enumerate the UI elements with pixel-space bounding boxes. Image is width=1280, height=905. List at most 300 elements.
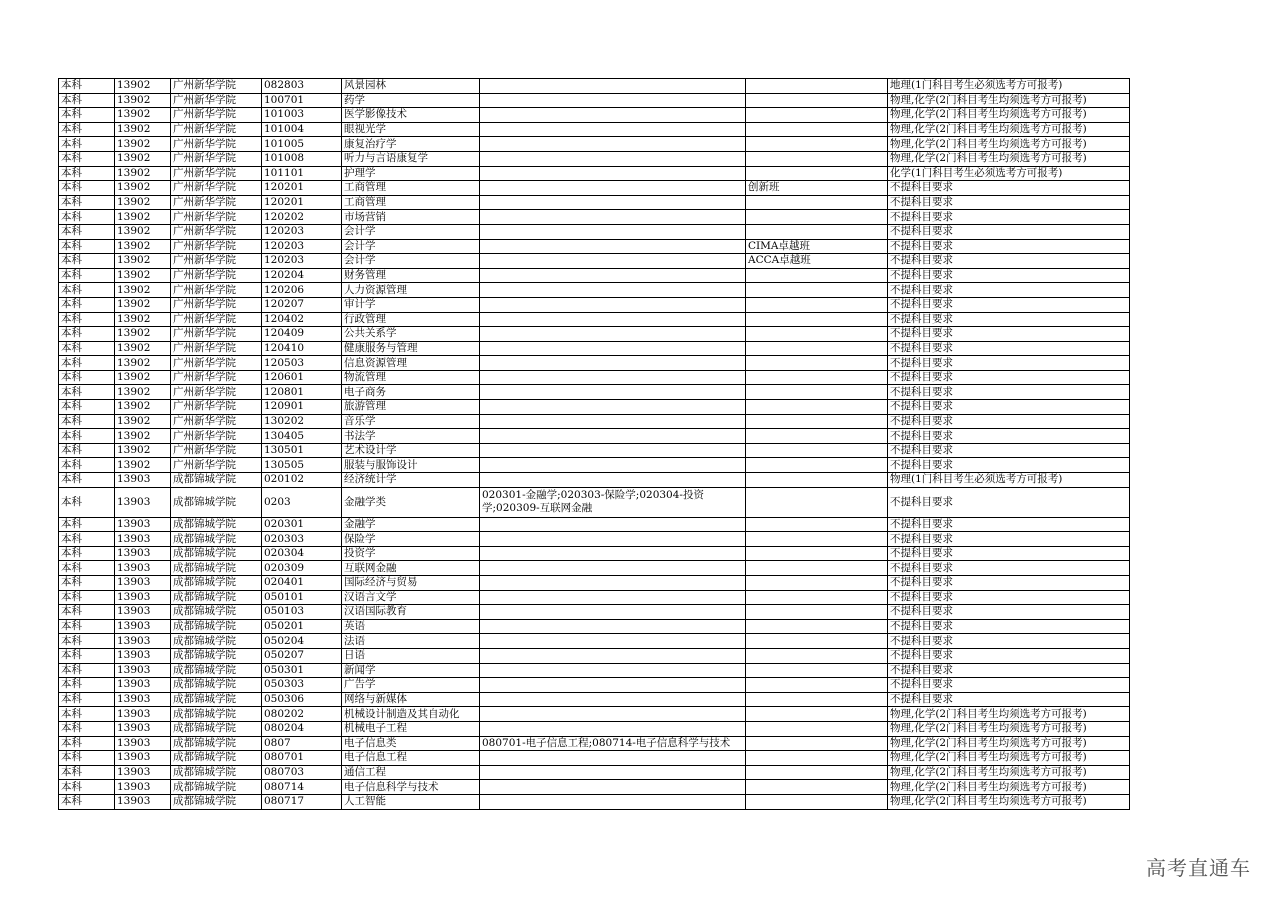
cell-subject-requirement: 不提科目要求 (888, 546, 1130, 561)
cell-school-name: 广州新华学院 (171, 297, 262, 312)
cell-school-name: 广州新华学院 (171, 224, 262, 239)
table-row (59, 341, 1130, 356)
cell-major-code: 050204 (262, 634, 342, 649)
cell-major-code: 080701 (262, 751, 342, 766)
cell-school-name: 成都锦城学院 (171, 590, 262, 605)
table-row (59, 327, 1130, 342)
cell-subject-requirement: 不提科目要求 (888, 414, 1130, 429)
table-row (59, 356, 1130, 371)
cell-subject-requirement: 物理,化学(2门科目考生均须选考方可报考) (888, 721, 1130, 736)
cell-school-code: 13903 (115, 780, 171, 795)
table-row (59, 443, 1130, 458)
cell-school-name: 成都锦城学院 (171, 634, 262, 649)
cell-remark (746, 166, 888, 181)
cell-major-name: 风景园林 (342, 79, 480, 94)
cell-school-name: 成都锦城学院 (171, 736, 262, 751)
cell-school-name: 成都锦城学院 (171, 576, 262, 591)
table-row (59, 108, 1130, 123)
table-row (59, 137, 1130, 152)
cell-subject-requirement: 物理,化学(2门科目考生均须选考方可报考) (888, 765, 1130, 780)
cell-major-name: 会计学 (342, 254, 480, 269)
cell-school-code: 13902 (115, 137, 171, 152)
cell-school-name: 成都锦城学院 (171, 663, 262, 678)
cell-major-name: 书法学 (342, 429, 480, 444)
cell-major-name: 听力与言语康复学 (342, 151, 480, 166)
cell-remark (746, 619, 888, 634)
cell-included-majors (480, 414, 746, 429)
cell-level: 本科 (59, 576, 115, 591)
cell-school-name: 成都锦城学院 (171, 605, 262, 620)
cell-included-majors: 020301-金融学;020303-保险学;020304-投资学;020309-互联网金融 (480, 487, 746, 517)
cell-remark (746, 458, 888, 473)
table-body (59, 79, 1130, 810)
cell-included-majors (480, 663, 746, 678)
table-row (59, 532, 1130, 547)
cell-major-code: 050303 (262, 678, 342, 693)
cell-level: 本科 (59, 692, 115, 707)
cell-subject-requirement: 物理,化学(2门科目考生均须选考方可报考) (888, 108, 1130, 123)
cell-school-code: 13903 (115, 517, 171, 532)
cell-school-name: 广州新华学院 (171, 254, 262, 269)
cell-included-majors (480, 605, 746, 620)
table-row (59, 195, 1130, 210)
cell-remark (746, 736, 888, 751)
cell-level: 本科 (59, 268, 115, 283)
cell-level: 本科 (59, 356, 115, 371)
cell-level: 本科 (59, 546, 115, 561)
cell-level: 本科 (59, 254, 115, 269)
cell-major-name: 通信工程 (342, 765, 480, 780)
cell-remark (746, 443, 888, 458)
cell-school-code: 13903 (115, 561, 171, 576)
cell-major-name: 会计学 (342, 224, 480, 239)
cell-subject-requirement: 不提科目要求 (888, 400, 1130, 415)
cell-major-name: 音乐学 (342, 414, 480, 429)
table-row (59, 239, 1130, 254)
cell-major-code: 120203 (262, 224, 342, 239)
table-row (59, 546, 1130, 561)
cell-included-majors (480, 794, 746, 809)
cell-school-name: 成都锦城学院 (171, 721, 262, 736)
cell-remark (746, 721, 888, 736)
cell-included-majors (480, 283, 746, 298)
cell-level: 本科 (59, 590, 115, 605)
cell-remark (746, 151, 888, 166)
cell-major-code: 120901 (262, 400, 342, 415)
cell-school-name: 成都锦城学院 (171, 546, 262, 561)
table-row (59, 79, 1130, 94)
cell-included-majors (480, 327, 746, 342)
cell-major-code: 120206 (262, 283, 342, 298)
cell-remark (746, 385, 888, 400)
cell-major-code: 020102 (262, 473, 342, 488)
cell-major-code: 080202 (262, 707, 342, 722)
cell-major-name: 会计学 (342, 239, 480, 254)
cell-school-name: 广州新华学院 (171, 166, 262, 181)
cell-major-code: 130505 (262, 458, 342, 473)
table-row (59, 692, 1130, 707)
cell-remark (746, 210, 888, 225)
cell-included-majors (480, 751, 746, 766)
cell-subject-requirement: 不提科目要求 (888, 254, 1130, 269)
cell-subject-requirement: 物理,化学(2门科目考生均须选考方可报考) (888, 137, 1130, 152)
cell-major-name: 电子信息类 (342, 736, 480, 751)
cell-remark (746, 108, 888, 123)
cell-school-name: 成都锦城学院 (171, 794, 262, 809)
cell-remark: 创新班 (746, 181, 888, 196)
cell-major-name: 艺术设计学 (342, 443, 480, 458)
cell-included-majors (480, 532, 746, 547)
cell-level: 本科 (59, 678, 115, 693)
cell-level: 本科 (59, 429, 115, 444)
cell-school-code: 13903 (115, 663, 171, 678)
cell-level: 本科 (59, 473, 115, 488)
cell-remark (746, 268, 888, 283)
cell-subject-requirement: 不提科目要求 (888, 268, 1130, 283)
cell-major-code: 101101 (262, 166, 342, 181)
cell-remark (746, 546, 888, 561)
cell-major-name: 金融学类 (342, 487, 480, 517)
cell-school-code: 13902 (115, 356, 171, 371)
cell-remark (746, 590, 888, 605)
cell-level: 本科 (59, 385, 115, 400)
cell-level: 本科 (59, 122, 115, 137)
cell-included-majors: 080701-电子信息工程;080714-电子信息科学与技术 (480, 736, 746, 751)
cell-subject-requirement: 不提科目要求 (888, 283, 1130, 298)
cell-major-name: 金融学 (342, 517, 480, 532)
table-row (59, 634, 1130, 649)
cell-school-name: 成都锦城学院 (171, 765, 262, 780)
table-row (59, 458, 1130, 473)
cell-included-majors (480, 122, 746, 137)
cell-school-name: 广州新华学院 (171, 239, 262, 254)
cell-remark (746, 341, 888, 356)
cell-subject-requirement: 不提科目要求 (888, 443, 1130, 458)
table-row (59, 765, 1130, 780)
table-row (59, 576, 1130, 591)
cell-school-name: 广州新华学院 (171, 414, 262, 429)
cell-major-name: 机械电子工程 (342, 721, 480, 736)
cell-remark (746, 137, 888, 152)
cell-subject-requirement: 不提科目要求 (888, 327, 1130, 342)
cell-level: 本科 (59, 443, 115, 458)
cell-remark (746, 195, 888, 210)
cell-included-majors (480, 181, 746, 196)
cell-subject-requirement: 不提科目要求 (888, 195, 1130, 210)
cell-level: 本科 (59, 224, 115, 239)
cell-level: 本科 (59, 79, 115, 94)
cell-major-name: 日语 (342, 648, 480, 663)
cell-included-majors (480, 312, 746, 327)
cell-subject-requirement: 不提科目要求 (888, 297, 1130, 312)
table-row (59, 590, 1130, 605)
cell-school-code: 13903 (115, 707, 171, 722)
cell-major-code: 120203 (262, 254, 342, 269)
table-row (59, 429, 1130, 444)
cell-remark (746, 561, 888, 576)
cell-remark (746, 429, 888, 444)
cell-level: 本科 (59, 239, 115, 254)
cell-included-majors (480, 692, 746, 707)
cell-major-code: 101008 (262, 151, 342, 166)
cell-school-code: 13903 (115, 487, 171, 517)
cell-school-code: 13902 (115, 385, 171, 400)
cell-remark (746, 297, 888, 312)
cell-major-code: 050201 (262, 619, 342, 634)
cell-level: 本科 (59, 93, 115, 108)
cell-major-name: 广告学 (342, 678, 480, 693)
cell-school-code: 13902 (115, 151, 171, 166)
cell-subject-requirement: 地理(1门科目考生必须选考方可报考) (888, 79, 1130, 94)
cell-subject-requirement: 物理,化学(2门科目考生均须选考方可报考) (888, 707, 1130, 722)
cell-level: 本科 (59, 151, 115, 166)
cell-major-code: 020401 (262, 576, 342, 591)
cell-school-name: 广州新华学院 (171, 195, 262, 210)
cell-included-majors (480, 648, 746, 663)
table-row (59, 254, 1130, 269)
cell-level: 本科 (59, 487, 115, 517)
cell-school-name: 成都锦城学院 (171, 707, 262, 722)
cell-level: 本科 (59, 532, 115, 547)
cell-school-code: 13902 (115, 414, 171, 429)
cell-school-name: 成都锦城学院 (171, 532, 262, 547)
cell-subject-requirement: 不提科目要求 (888, 385, 1130, 400)
cell-major-name: 保险学 (342, 532, 480, 547)
cell-subject-requirement: 不提科目要求 (888, 487, 1130, 517)
cell-level: 本科 (59, 166, 115, 181)
table-row (59, 663, 1130, 678)
cell-major-code: 020301 (262, 517, 342, 532)
cell-included-majors (480, 195, 746, 210)
table-row (59, 166, 1130, 181)
cell-major-code: 101004 (262, 122, 342, 137)
cell-level: 本科 (59, 780, 115, 795)
cell-school-name: 广州新华学院 (171, 341, 262, 356)
cell-school-code: 13903 (115, 532, 171, 547)
cell-included-majors (480, 619, 746, 634)
cell-major-name: 审计学 (342, 297, 480, 312)
cell-major-name: 汉语言文学 (342, 590, 480, 605)
cell-school-code: 13902 (115, 239, 171, 254)
cell-major-name: 健康服务与管理 (342, 341, 480, 356)
cell-remark (746, 283, 888, 298)
cell-major-code: 120410 (262, 341, 342, 356)
cell-major-name: 电子信息科学与技术 (342, 780, 480, 795)
cell-remark (746, 487, 888, 517)
cell-included-majors (480, 458, 746, 473)
cell-subject-requirement: 不提科目要求 (888, 356, 1130, 371)
cell-level: 本科 (59, 312, 115, 327)
cell-level: 本科 (59, 634, 115, 649)
cell-subject-requirement: 物理,化学(2门科目考生均须选考方可报考) (888, 151, 1130, 166)
cell-school-name: 广州新华学院 (171, 283, 262, 298)
cell-school-name: 广州新华学院 (171, 385, 262, 400)
cell-school-code: 13902 (115, 166, 171, 181)
cell-remark (746, 692, 888, 707)
cell-subject-requirement: 不提科目要求 (888, 692, 1130, 707)
cell-major-code: 120204 (262, 268, 342, 283)
cell-remark (746, 400, 888, 415)
cell-major-code: 050301 (262, 663, 342, 678)
cell-remark (746, 794, 888, 809)
cell-major-code: 080703 (262, 765, 342, 780)
table-row (59, 561, 1130, 576)
cell-subject-requirement: 不提科目要求 (888, 341, 1130, 356)
cell-school-code: 13902 (115, 254, 171, 269)
cell-major-code: 080204 (262, 721, 342, 736)
cell-major-name: 投资学 (342, 546, 480, 561)
cell-major-code: 082803 (262, 79, 342, 94)
cell-included-majors (480, 254, 746, 269)
cell-subject-requirement: 不提科目要求 (888, 576, 1130, 591)
table-row (59, 210, 1130, 225)
cell-major-code: 050306 (262, 692, 342, 707)
table-row (59, 370, 1130, 385)
cell-major-code: 120601 (262, 370, 342, 385)
cell-included-majors (480, 137, 746, 152)
cell-school-name: 成都锦城学院 (171, 692, 262, 707)
table-row (59, 487, 1130, 517)
cell-major-code: 120201 (262, 195, 342, 210)
cell-school-name: 广州新华学院 (171, 400, 262, 415)
cell-major-name: 康复治疗学 (342, 137, 480, 152)
cell-level: 本科 (59, 736, 115, 751)
cell-major-code: 100701 (262, 93, 342, 108)
cell-school-code: 13902 (115, 429, 171, 444)
cell-major-name: 眼视光学 (342, 122, 480, 137)
cell-school-code: 13902 (115, 341, 171, 356)
cell-school-code: 13902 (115, 327, 171, 342)
cell-subject-requirement: 化学(1门科目考生必须选考方可报考) (888, 166, 1130, 181)
table-row (59, 678, 1130, 693)
cell-included-majors (480, 297, 746, 312)
cell-included-majors (480, 108, 746, 123)
cell-level: 本科 (59, 794, 115, 809)
cell-major-name: 汉语国际教育 (342, 605, 480, 620)
cell-remark (746, 517, 888, 532)
table-row (59, 605, 1130, 620)
cell-included-majors (480, 634, 746, 649)
cell-included-majors (480, 576, 746, 591)
table-row (59, 268, 1130, 283)
cell-included-majors (480, 268, 746, 283)
cell-school-code: 13902 (115, 268, 171, 283)
cell-major-code: 130501 (262, 443, 342, 458)
cell-subject-requirement: 物理,化学(2门科目考生均须选考方可报考) (888, 736, 1130, 751)
cell-school-code: 13903 (115, 692, 171, 707)
cell-school-code: 13902 (115, 79, 171, 94)
cell-major-code: 050103 (262, 605, 342, 620)
cell-subject-requirement: 物理,化学(2门科目考生均须选考方可报考) (888, 122, 1130, 137)
cell-level: 本科 (59, 517, 115, 532)
cell-level: 本科 (59, 619, 115, 634)
cell-subject-requirement: 物理,化学(2门科目考生均须选考方可报考) (888, 751, 1130, 766)
cell-subject-requirement: 不提科目要求 (888, 210, 1130, 225)
cell-remark (746, 751, 888, 766)
cell-included-majors (480, 166, 746, 181)
cell-school-name: 广州新华学院 (171, 93, 262, 108)
cell-school-code: 13903 (115, 546, 171, 561)
cell-subject-requirement: 不提科目要求 (888, 370, 1130, 385)
cell-school-name: 成都锦城学院 (171, 678, 262, 693)
cell-remark (746, 780, 888, 795)
cell-remark (746, 79, 888, 94)
table-row (59, 400, 1130, 415)
cell-level: 本科 (59, 458, 115, 473)
cell-included-majors (480, 443, 746, 458)
cell-school-code: 13902 (115, 443, 171, 458)
cell-level: 本科 (59, 195, 115, 210)
cell-included-majors (480, 210, 746, 225)
cell-subject-requirement: 物理,化学(2门科目考生均须选考方可报考) (888, 794, 1130, 809)
cell-school-code: 13902 (115, 108, 171, 123)
cell-school-code: 13903 (115, 736, 171, 751)
cell-school-code: 13902 (115, 210, 171, 225)
cell-major-code: 020309 (262, 561, 342, 576)
cell-subject-requirement: 物理,化学(2门科目考生均须选考方可报考) (888, 780, 1130, 795)
cell-school-code: 13903 (115, 473, 171, 488)
cell-school-code: 13903 (115, 590, 171, 605)
cell-school-name: 成都锦城学院 (171, 487, 262, 517)
cell-subject-requirement: 不提科目要求 (888, 224, 1130, 239)
cell-major-code: 0203 (262, 487, 342, 517)
cell-major-name: 行政管理 (342, 312, 480, 327)
cell-subject-requirement: 物理(1门科目考生必须选考方可报考) (888, 473, 1130, 488)
table-row (59, 619, 1130, 634)
cell-major-name: 护理学 (342, 166, 480, 181)
cell-school-name: 广州新华学院 (171, 137, 262, 152)
cell-school-code: 13902 (115, 224, 171, 239)
cell-school-name: 广州新华学院 (171, 370, 262, 385)
cell-subject-requirement: 不提科目要求 (888, 634, 1130, 649)
cell-included-majors (480, 151, 746, 166)
cell-remark (746, 634, 888, 649)
cell-remark (746, 93, 888, 108)
cell-major-code: 020303 (262, 532, 342, 547)
cell-included-majors (480, 79, 746, 94)
cell-remark (746, 648, 888, 663)
admission-table (58, 78, 1130, 810)
cell-major-name: 财务管理 (342, 268, 480, 283)
cell-major-name: 人力资源管理 (342, 283, 480, 298)
table-row (59, 283, 1130, 298)
cell-subject-requirement: 不提科目要求 (888, 181, 1130, 196)
cell-major-name: 信息资源管理 (342, 356, 480, 371)
cell-included-majors (480, 590, 746, 605)
cell-remark (746, 327, 888, 342)
cell-subject-requirement: 不提科目要求 (888, 590, 1130, 605)
cell-remark (746, 576, 888, 591)
cell-major-code: 120402 (262, 312, 342, 327)
table-row (59, 224, 1130, 239)
cell-remark (746, 312, 888, 327)
cell-school-name: 成都锦城学院 (171, 619, 262, 634)
cell-remark (746, 473, 888, 488)
table-row (59, 794, 1130, 809)
cell-major-code: 0807 (262, 736, 342, 751)
cell-remark (746, 224, 888, 239)
cell-school-code: 13902 (115, 93, 171, 108)
cell-major-code: 101003 (262, 108, 342, 123)
cell-remark (746, 707, 888, 722)
cell-level: 本科 (59, 751, 115, 766)
cell-major-name: 新闻学 (342, 663, 480, 678)
cell-school-name: 成都锦城学院 (171, 780, 262, 795)
cell-school-code: 13903 (115, 619, 171, 634)
cell-major-code: 120503 (262, 356, 342, 371)
cell-school-name: 广州新华学院 (171, 151, 262, 166)
cell-school-name: 广州新华学院 (171, 79, 262, 94)
